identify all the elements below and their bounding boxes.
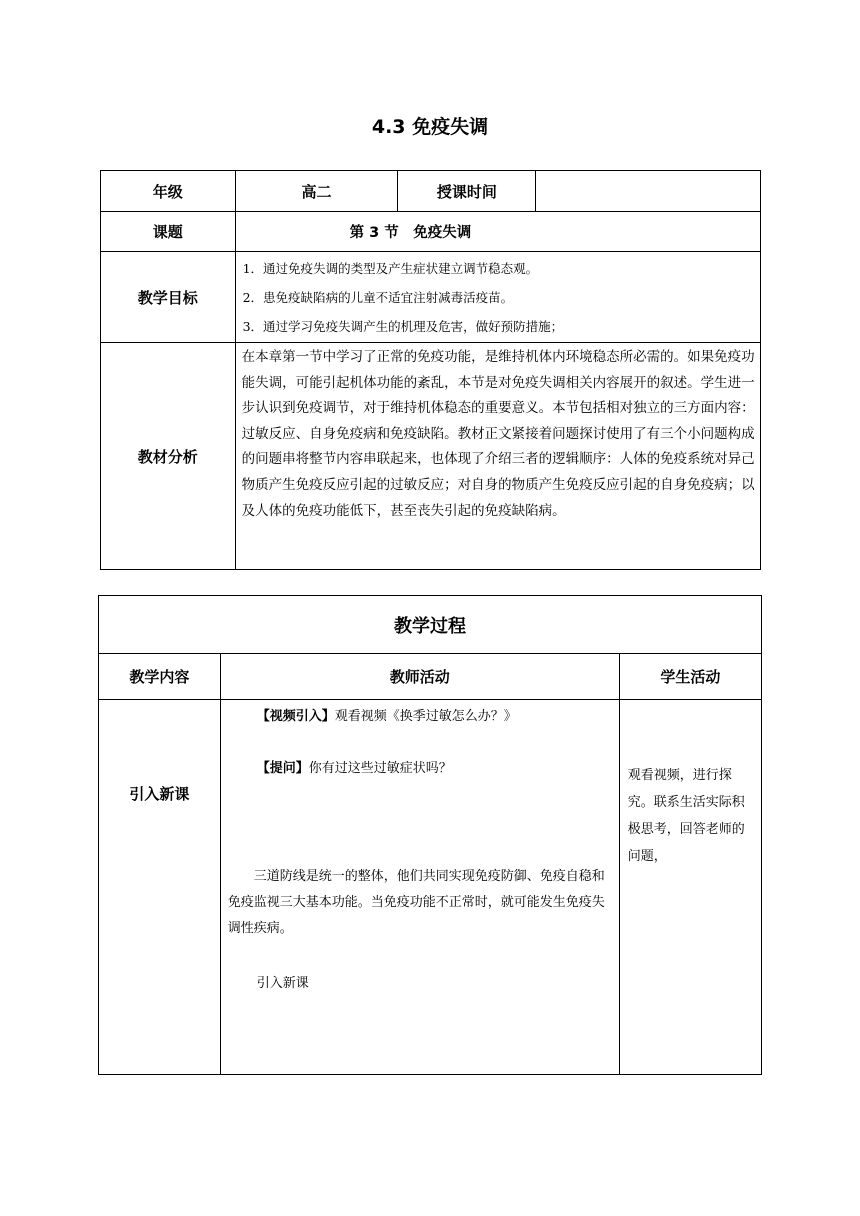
question-text: 你有过这些过敏症状吗？ — [308, 761, 452, 776]
goals-list — [235, 252, 760, 343]
student-activity-cell: 观看视频，进行探究。联系生活实际积极思考，回答老师的问题， — [619, 700, 761, 1075]
question-tag: 【提问】 — [256, 761, 309, 776]
grade-label: 年级 — [101, 171, 236, 212]
time-value — [536, 171, 761, 212]
analysis-text: 在本章第一节中学习了正常的免疫功能，是维持机体内环境稳态所必需的。如果免疫功能失调，可能引起机体功能的紊乱，本节是对免疫失调相关内容展开的叙述。学生进一步认识到免疫调节，对于维持机体稳态的重要意义。本节包括相对独立的三方面内容：过敏反应、自身免疫病和免疫缺陷。教材正文紧接着问题探讨使用了有三个小问题构成的问题串将整节内容串联起来，也体现了介绍三者的逻辑顺序：人体的免疫系统对异己物质产生免疫反应引起的过敏反应；对自身的物质产生免疫反应引起的自身免疫病；以及人体的免疫功能低下，甚至丧失引起的免疫缺陷病。 — [235, 343, 760, 570]
video-text: 观看视频《换季过敏怎么办？》 — [334, 709, 517, 724]
col-content-header: 教学内容 — [99, 654, 221, 700]
intro-paragraph: 三道防线是统一的整体，他们共同实现免疫防御、免疫自稳和免疫监视三大基本功能。当免疫功能不正常时，就可能发生免疫失调性疾病。 — [227, 869, 605, 936]
goal-item: 2．患免疫缺陷病的儿童不适宜注射减毒活疫苗。 — [242, 289, 514, 305]
teaching-process-table — [98, 595, 762, 1075]
row-content-intro: 引入新课 — [99, 700, 221, 1075]
goals-label: 教学目标 — [101, 252, 236, 343]
col-teacher-header: 教师活动 — [220, 654, 619, 700]
topic-value: 第 3 节 免疫失调 — [235, 212, 760, 252]
teacher-activity-cell — [220, 700, 619, 1075]
process-heading: 教学过程 — [99, 596, 762, 654]
goal-item: 1．通过免疫失调的类型及产生症状建立调节稳态观。 — [242, 260, 539, 276]
intro-closing: 引入新课 — [256, 976, 309, 991]
video-tag: 【视频引入】 — [256, 709, 335, 724]
grade-value: 高二 — [235, 171, 398, 212]
goal-item: 3．通过学习免疫失调产生的机理及危害，做好预防措施； — [242, 318, 564, 334]
time-label: 授课时间 — [398, 171, 536, 212]
page-title: 4.3 免疫失调 — [371, 116, 489, 138]
col-student-header: 学生活动 — [619, 654, 761, 700]
topic-label: 课题 — [101, 212, 236, 252]
analysis-label: 教材分析 — [101, 343, 236, 570]
lesson-info-table — [100, 170, 761, 570]
